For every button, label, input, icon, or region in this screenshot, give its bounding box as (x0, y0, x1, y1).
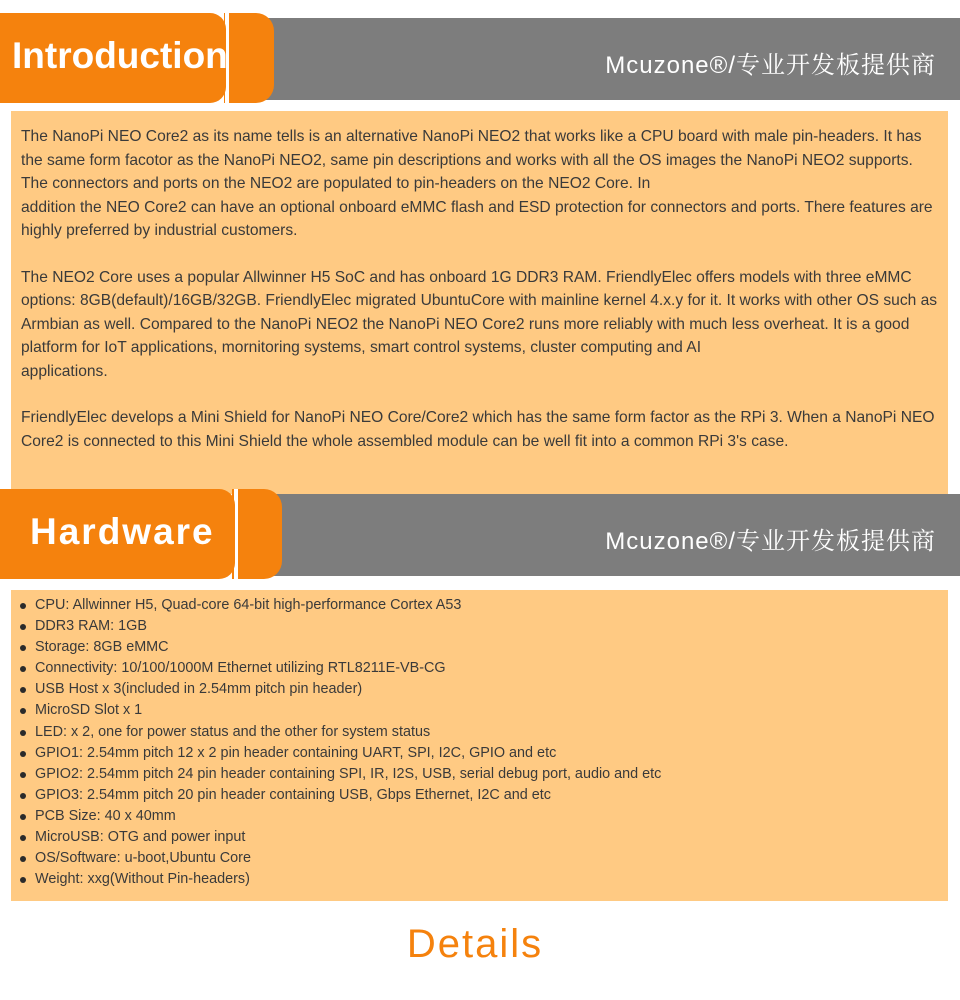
bullet-icon (20, 814, 26, 820)
hw-spec-text: GPIO3: 2.54mm pitch 20 pin header containing USB, Gbps Ethernet, I2C and etc (35, 786, 551, 803)
bullet-icon (20, 666, 26, 672)
hw-spec-text: PCB Size: 40 x 40mm (35, 807, 176, 824)
intro-title: Introduction (12, 35, 228, 76)
hw-spec-text: DDR3 RAM: 1GB (35, 618, 147, 635)
hw-spec-item (11, 806, 948, 827)
intro-banner-tab-edge (224, 13, 274, 103)
hw-spec-item (11, 616, 948, 637)
hw-banner (0, 489, 960, 579)
hw-spec-item (11, 595, 948, 616)
intro-paragraph-2 (21, 266, 940, 384)
bullet-icon (20, 730, 26, 736)
hw-spec-item (11, 827, 948, 848)
hw-spec-item (11, 700, 948, 721)
hw-spec-text: Connectivity: 10/100/1000M Ethernet utilizing RTL8211E-VB-CG (35, 660, 446, 677)
intro-box (11, 111, 948, 494)
bullet-icon (20, 793, 26, 799)
hw-spec-item (11, 848, 948, 869)
hw-banner-tab-edge (232, 489, 282, 579)
hw-spec-text: MicroSD Slot x 1 (35, 702, 143, 719)
bullet-icon (20, 877, 26, 883)
intro-banner (0, 13, 960, 103)
hw-box (11, 590, 948, 901)
bullet-icon (20, 835, 26, 841)
hw-spec-item (11, 679, 948, 700)
bullet-icon (20, 751, 26, 757)
hw-spec-item (11, 722, 948, 743)
hw-spec-item (11, 869, 948, 890)
hw-spec-text: Storage: 8GB eMMC (35, 639, 169, 656)
details-title: Details (406, 922, 544, 966)
hw-spec-text: Weight: xxg(Without Pin-headers) (35, 871, 250, 888)
bullet-icon (20, 772, 26, 778)
hw-brand: Mcuzone®/专业开发板提供商 (605, 528, 936, 555)
intro-paragraph-1-line-b: addition the NEO Core2 can have an optional onboard eMMC flash and ESD protection for connectors and ports. There features are highly preferred by industrial customers. (21, 198, 933, 239)
hw-spec-list (11, 595, 948, 890)
intro-paragraph-1-line-a: The NanoPi NEO Core2 as its name tells is an alternative NanoPi NEO2 that works like a CPU board with male pin-headers. It has the same form facotor as the NanoPi NEO2, same pin descriptions and works with all the OS images the NanoPi NEO2 supports. The connectors and ports on the NEO2 are populated to pin-headers on the NEO2 Core. In (21, 128, 922, 192)
hw-spec-text: GPIO2: 2.54mm pitch 24 pin header containing SPI, IR, I2S, USB, serial debug port, audio and etc (35, 765, 662, 782)
bullet-icon (20, 603, 26, 609)
intro-paragraph-2-line-a: The NEO2 Core uses a popular Allwinner H5 SoC and has onboard 1G DDR3 RAM. FriendlyElec offers models with three eMMC options: 8GB(default)/16GB/32GB. FriendlyElec migrated UbuntuCore with mainline kernel 4.x.y for it. It works with other OS such as Armbian as well. Compared to the NanoPi NEO2 the NanoPi NEO Core2 runs more reliably with much less overheat. It is a good platform for IoT applications, mornitoring systems, smart control systems, cluster computing and AI (21, 268, 938, 356)
intro-brand: Mcuzone®/专业开发板提供商 (605, 52, 936, 79)
bullet-icon (20, 708, 26, 714)
hw-spec-item (11, 743, 948, 764)
hw-spec-item (11, 785, 948, 806)
hw-spec-text: OS/Software: u-boot,Ubuntu Core (35, 850, 251, 867)
hw-spec-item (11, 658, 948, 679)
hw-spec-text: CPU: Allwinner H5, Quad-core 64-bit high-performance Cortex A53 (35, 597, 462, 613)
bullet-icon (20, 856, 26, 862)
intro-paragraph-2-line-b: applications. (21, 362, 108, 380)
bullet-icon (20, 624, 26, 630)
hw-spec-text: GPIO1: 2.54mm pitch 12 x 2 pin header containing UART, SPI, I2C, GPIO and etc (35, 744, 557, 761)
hw-spec-text: LED: x 2, one for power status and the other for system status (35, 723, 431, 740)
hw-spec-item (11, 764, 948, 785)
hw-title: Hardware (30, 511, 215, 552)
intro-paragraph-3 (21, 406, 940, 453)
intro-paragraph-1 (21, 125, 940, 243)
hw-spec-text: USB Host x 3(included in 2.54mm pitch pin header) (35, 681, 363, 698)
bullet-icon (20, 645, 26, 651)
bullet-icon (20, 687, 26, 693)
hw-spec-item (11, 637, 948, 658)
intro-paragraph-3-line-a: FriendlyElec develops a Mini Shield for NanoPi NEO Core/Core2 which has the same form factor as the RPi 3. When a NanoPi NEO Core2 is connected to this Mini Shield the whole assembled module can be well fit into a common RPi 3's case. (21, 409, 935, 450)
hw-spec-text: MicroUSB: OTG and power input (35, 829, 246, 846)
